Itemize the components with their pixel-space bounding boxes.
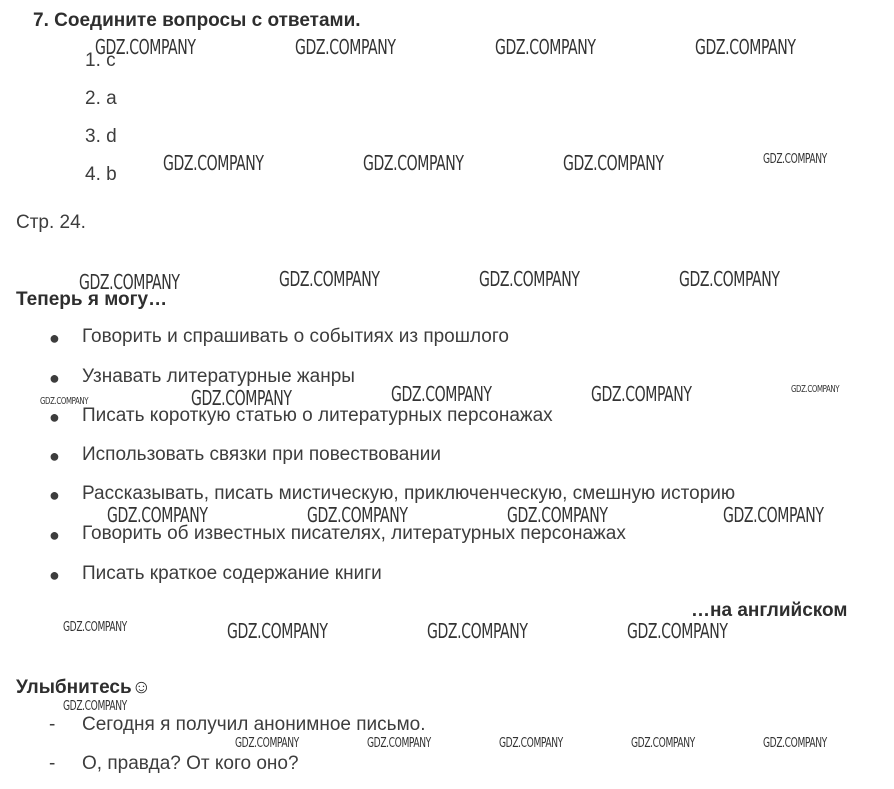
watermark: GDZ.COMPANY [791,384,840,395]
skill-item: Использовать связки при повествовании [82,444,442,465]
bullet-icon: ● [49,446,60,466]
skill-item: Говорить и спрашивать о событиях из прошлого [82,326,509,347]
watermark: GDZ.COMPANY [391,382,492,406]
bullet-icon: ● [49,565,60,585]
dialogue-line: О, правда? От кого оно? [82,753,299,774]
answer-item: 3. d [85,126,117,147]
answer-item: 1. c [85,50,116,71]
watermark: GDZ.COMPANY [627,619,728,643]
watermark: GDZ.COMPANY [427,619,528,643]
watermark: GDZ.COMPANY [631,736,695,751]
skill-item: Говорить об известных писателях, литературных персонажах [82,523,626,544]
watermark: GDZ.COMPANY [227,619,328,643]
watermark: GDZ.COMPANY [191,386,292,410]
watermark: GDZ.COMPANY [679,267,780,291]
smile-title: Улыбнитесь☺ [16,677,152,698]
answer-item: 4. b [85,164,117,185]
skill-item: Писать короткую статью о литературных персонажах [82,405,553,426]
watermark: GDZ.COMPANY [591,382,692,406]
watermark: GDZ.COMPANY [295,35,396,59]
skill-item: Узнавать литературные жанры [82,366,355,387]
exercise-title: 7. Соедините вопросы с ответами. [33,10,361,31]
watermark: GDZ.COMPANY [363,151,464,175]
skill-item: Рассказывать, писать мистическую, приключенческую, смешную историю [82,483,736,504]
bullet-icon: ● [49,525,60,545]
watermark: GDZ.COMPANY [495,35,596,59]
watermark: GDZ.COMPANY [40,396,89,407]
bullet-icon: ● [49,407,60,427]
watermark: GDZ.COMPANY [499,736,563,751]
watermark: GDZ.COMPANY [95,35,196,59]
answer-item: 2. a [85,88,117,109]
dialogue-line: Сегодня я получил анонимное письмо. [82,714,426,735]
watermark: GDZ.COMPANY [367,736,431,751]
dialogue-dash: - [49,753,56,774]
skill-item: Писать краткое содержание книги [82,563,382,584]
dialogue-dash: - [49,714,56,735]
watermark: GDZ.COMPANY [279,267,380,291]
watermark: GDZ.COMPANY [763,736,827,751]
bullet-icon: ● [49,368,60,388]
watermark: GDZ.COMPANY [479,267,580,291]
watermark: GDZ.COMPANY [235,736,299,751]
watermark: GDZ.COMPANY [507,503,608,527]
watermark: GDZ.COMPANY [107,503,208,527]
bullet-icon: ● [49,328,60,348]
watermark: GDZ.COMPANY [695,35,796,59]
watermark: GDZ.COMPANY [563,151,664,175]
bullet-icon: ● [49,485,60,505]
watermark: GDZ.COMPANY [723,503,824,527]
watermark: GDZ.COMPANY [163,151,264,175]
watermark: GDZ.COMPANY [763,152,827,167]
watermark: GDZ.COMPANY [79,270,180,294]
watermark: GDZ.COMPANY [63,699,127,714]
page-reference: Стр. 24. [16,212,86,233]
watermark: GDZ.COMPANY [307,503,408,527]
in-english-suffix: …на английском [691,600,848,621]
now-i-can-title: Теперь я могу… [16,289,168,310]
watermark: GDZ.COMPANY [63,620,127,635]
